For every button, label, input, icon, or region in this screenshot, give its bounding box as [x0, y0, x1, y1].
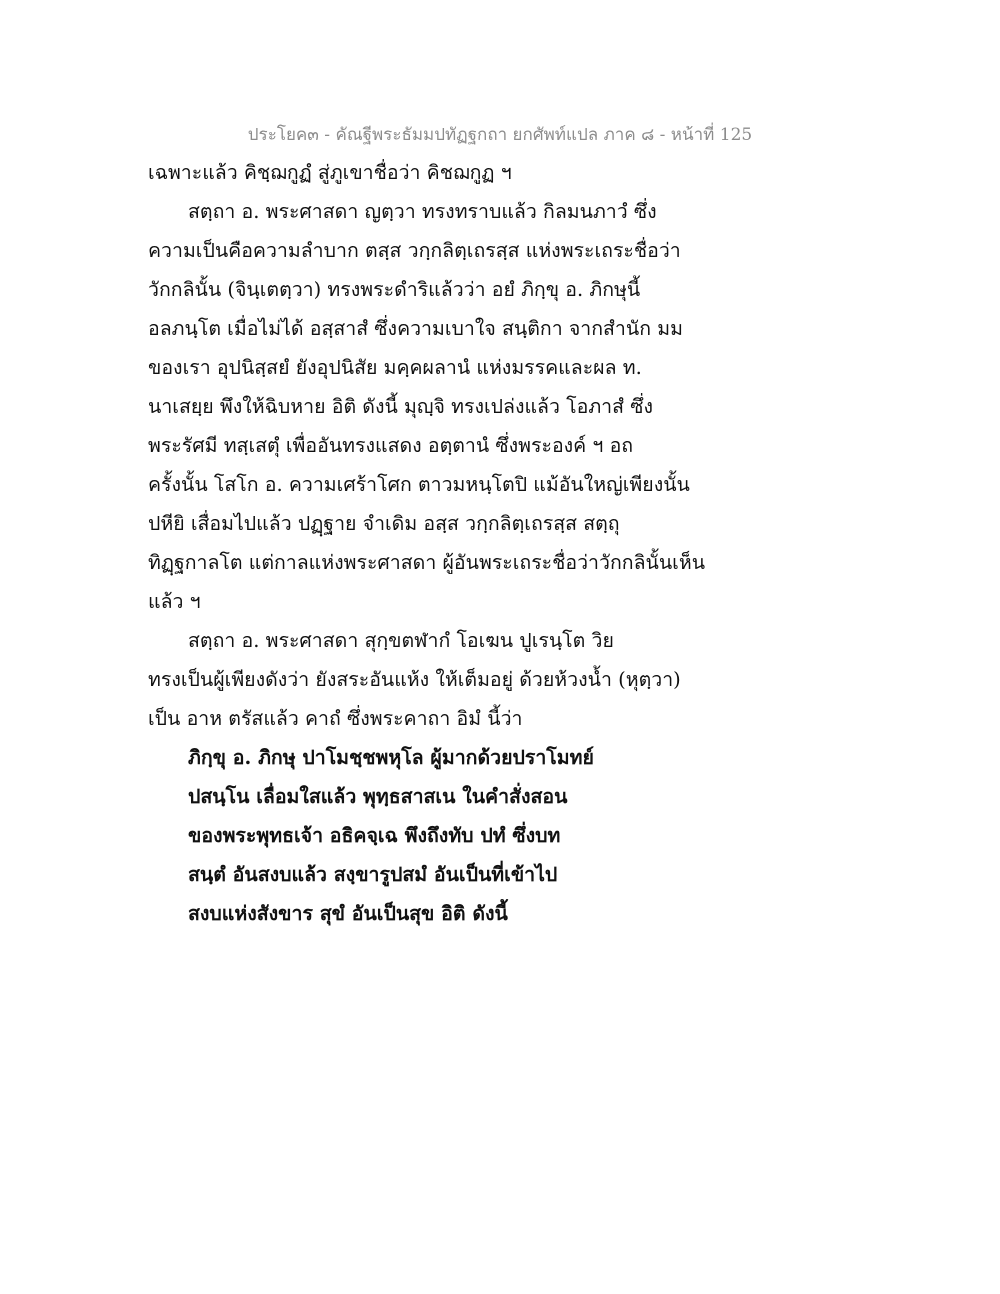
- body-line: พระรัศมี ทสฺเสตุํ เพื่ออันทรงแสดง อตฺตานํ ซึ่งพระองค์ ฯ อถ: [148, 434, 634, 457]
- verse-line: ภิกฺขุ อ. ภิกษุ ปาโมชฺชพหุโล ผู้มากด้วยปราโมทย์: [188, 746, 594, 769]
- page-header: ประโยค๓ - คัณฐีพระธัมมปทัฏฐกถา ยกศัพท์แปล ภาค ๘ - หน้าที่ 125: [247, 125, 753, 145]
- verse-line: ของพระพุทธเจ้า อธิคจฺเฉ พึงถึงทับ ปทํ ซึ่งบท: [188, 824, 561, 847]
- body-line: ความเป็นคือความลำบาก ตสฺส วกฺกลิตฺเถรสฺส แห่งพระเถระชื่อว่า: [148, 239, 681, 262]
- body-line: สตฺถา อ. พระศาสดา ญตฺวา ทรงทราบแล้ว กิลมนภาวํ ซึ่ง: [188, 200, 657, 223]
- body-line: นาเสยฺย พึงให้ฉิบหาย อิติ ดังนี้ มุญฺจิ ทรงเปล่งแล้ว โอภาสํ ซึ่ง: [148, 395, 653, 418]
- body-line: วักกลินั้น (จินฺเตตฺวา) ทรงพระดำริแล้วว่า อยํ ภิกฺขุ อ. ภิกษุนี้: [148, 278, 641, 301]
- verse-line: สงบแห่งสังขาร สุขํ อันเป็นสุข อิติ ดังนี้: [188, 902, 508, 925]
- verse-line: ปสนฺโน เลื่อมใสแล้ว พุทฺธสาสเน ในคำสั่งสอน: [188, 785, 568, 808]
- body-line: ทรงเป็นผู้เพียงดังว่า ยังสระอันแห้ง ให้เต็มอยู่ ด้วยห้วงน้ำ (หุตฺวา): [148, 668, 681, 691]
- body-line: ทิฏฺฐกาลโต แต่กาลแห่งพระศาสดา ผู้อันพระเถระชื่อว่าวักกลินั้นเห็น: [148, 551, 706, 574]
- body-line: เฉพาะแล้ว คิชฺฌกูฏํ สู่ภูเขาชื่อว่า คิชฌกูฏ ฯ: [148, 161, 512, 184]
- body-line: เป็น อาห ตรัสแล้ว คาถํ ซึ่งพระคาถา อิมํ นี้ว่า: [148, 707, 523, 730]
- body-line: ปหียิ เสื่อมไปแล้ว ปฏฺฐาย จำเดิม อสฺส วกฺกลิตฺเถรสฺส สตฺถุ: [148, 512, 620, 535]
- body-line: แล้ว ฯ: [148, 590, 201, 613]
- body-line: อลภนฺโต เมื่อไม่ได้ อสฺสาสํ ซึ่งความเบาใจ สนฺติกา จากสำนัก มม: [148, 317, 683, 340]
- body-line: ของเรา อุปนิสฺสยํ ยังอุปนิสัย มคฺคผลานํ แห่งมรรคและผล ท.: [148, 356, 642, 379]
- body-line: สตฺถา อ. พระศาสดา สุกฺขตฬากํ โอเฆน ปูเรนฺโต วิย: [188, 629, 614, 652]
- verse-line: สนฺตํ อันสงบแล้ว สงฺขารูปสมํ อันเป็นที่เข้าไป: [188, 863, 558, 886]
- body-line: ครั้งนั้น โสโก อ. ความเศร้าโศก ตาวมหนฺโตปิ แม้อันใหญ่เพียงนั้น: [148, 473, 690, 496]
